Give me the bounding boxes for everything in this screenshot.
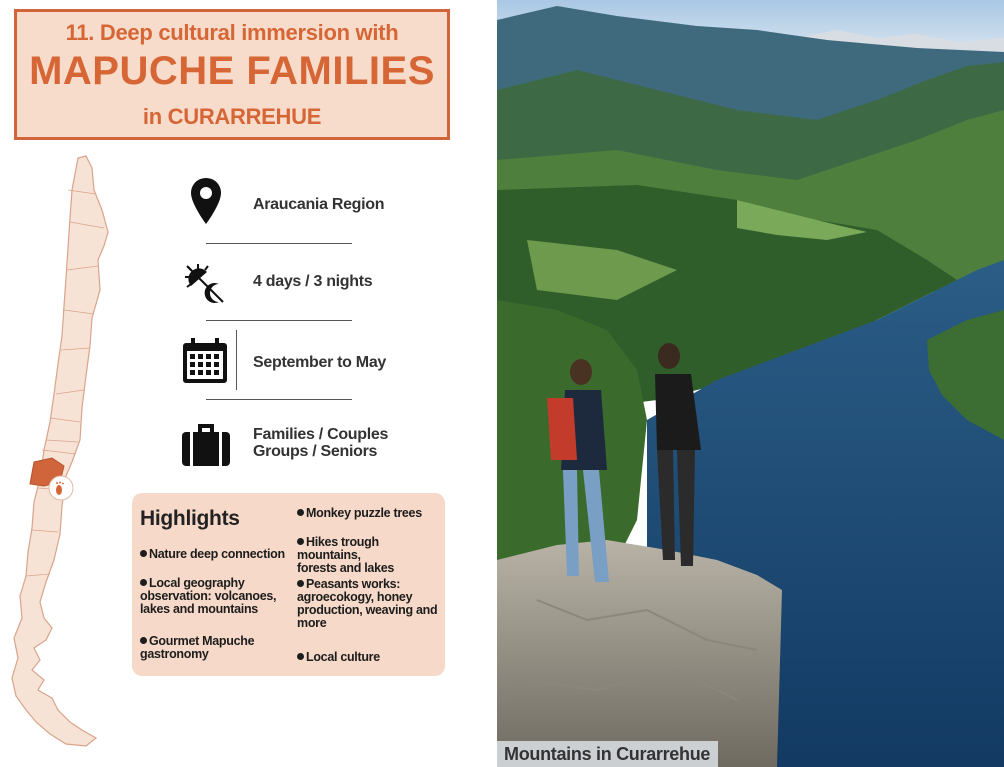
bullet-icon (297, 653, 304, 660)
chile-outline (12, 156, 108, 746)
highlight-item: Monkey puzzle trees (297, 507, 422, 520)
highlight-item: Local geography observation: volcanoes, lakes and mountains (140, 576, 277, 616)
title-line-number: 11. Deep cultural immersion with (65, 20, 399, 45)
info-season-text: September to May (253, 354, 387, 371)
location-pin-icon (190, 178, 222, 226)
highlight-item: Local culture (297, 651, 380, 664)
title-line-main: MAPUCHE FAMILIES (29, 49, 435, 93)
highlight-item: Gourmet Mapuche gastronomy (140, 634, 255, 661)
bullet-icon (140, 637, 147, 644)
info-divider (206, 243, 352, 244)
info-audience-text (253, 426, 388, 460)
footprint-marker-icon (49, 476, 73, 500)
title-box (14, 9, 450, 140)
calendar-icon (181, 337, 229, 385)
bullet-icon (297, 509, 304, 516)
info-audience-line1: Families / Couples (253, 426, 389, 443)
highlights-box (132, 493, 445, 676)
bullet-icon (140, 550, 147, 557)
info-audience-line2: Groups / Seniors (253, 443, 378, 460)
highlights-title: Highlights (140, 507, 240, 530)
suitcase-icon (181, 422, 231, 468)
landscape-photo (497, 0, 1004, 767)
bullet-icon (297, 538, 304, 545)
day-night-icon (183, 262, 227, 306)
bullet-icon (140, 579, 147, 586)
title-line-location: in CURARREHUE (142, 104, 322, 129)
info-vertical-divider (236, 330, 237, 390)
info-region-text: Araucania Region (253, 196, 385, 213)
bullet-icon (297, 580, 304, 587)
photo-caption: Mountains in Curarrehue (497, 741, 718, 767)
highlight-item: Peasants works: agroecokogy, honey production, weaving and more (297, 577, 438, 630)
highlight-item: Nature deep connection (140, 548, 285, 561)
info-duration-text: 4 days / 3 nights (253, 273, 373, 290)
highlight-item: Hikes trough mountains, forests and lakes (297, 535, 395, 575)
photo-illustration (497, 0, 1004, 767)
chile-map-illustration (6, 150, 126, 750)
info-divider (206, 399, 352, 400)
info-divider (206, 320, 352, 321)
